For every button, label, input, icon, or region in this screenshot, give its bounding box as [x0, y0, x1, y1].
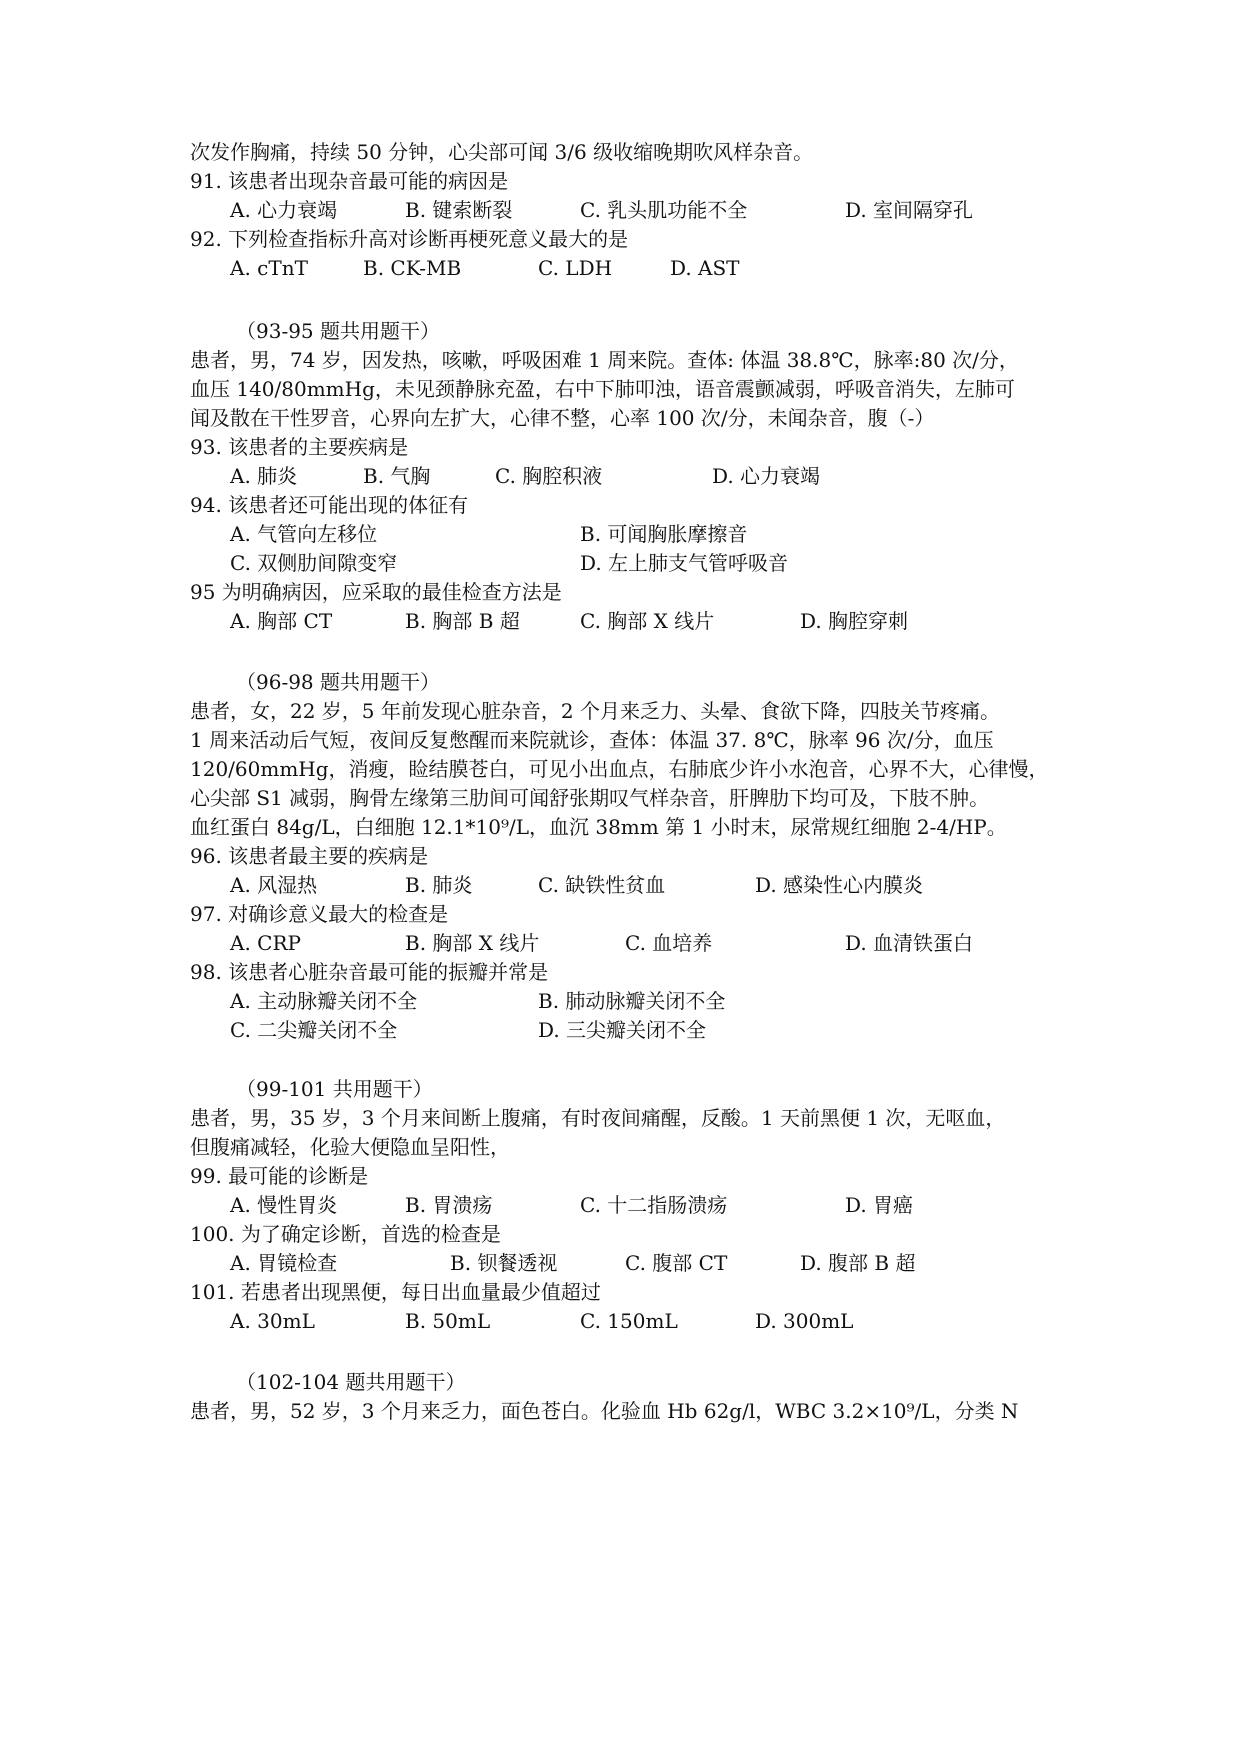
option-b: B. 肺炎 [405, 873, 473, 897]
option-d: D. 左上肺支气管呼吸音 [580, 551, 789, 575]
case-stem-line: 患者，男，74 岁，因发热，咳嗽，呼吸困难 1 周来院。查体: 体温 38.8℃，脉率:80 次/分， [190, 348, 1019, 372]
question-92: 92. 下列检查指标升高对诊断再梗死意义最大的是 [190, 227, 629, 251]
option-a: A. 主动脉瓣关闭不全 [230, 989, 418, 1013]
option-c: C. 腹部 CT [625, 1251, 728, 1275]
question-97: 97. 对确诊意义最大的检查是 [190, 902, 449, 926]
question-96: 96. 该患者最主要的疾病是 [190, 844, 429, 868]
case-stem-line: 血红蛋白 84g/L，白细胞 12.1*10⁹/L，血沉 38mm 第 1 小时末，尿常规红细胞 2-4/HP。 [190, 815, 1007, 839]
option-a: A. 30mL [230, 1309, 315, 1333]
option-b: B. 胃溃疡 [405, 1193, 493, 1217]
option-d: D. AST [670, 256, 740, 280]
case-stem-line: 120/60mmHg，消瘦，睑结膜苍白，可见小出血点，右肺底少许小水泡音，心界不大，心律慢， [190, 757, 1049, 781]
question-94: 94. 该患者还可能出现的体征有 [190, 493, 469, 517]
option-b: B. 肺动脉瓣关闭不全 [538, 989, 726, 1013]
option-c: C. 双侧肋间隙变窄 [230, 551, 398, 575]
option-d: D. 三尖瓣关闭不全 [538, 1018, 707, 1042]
option-d: D. 腹部 B 超 [800, 1251, 916, 1275]
option-c: C. 胸腔积液 [495, 464, 603, 488]
question-95: 95 为明确病因，应采取的最佳检查方法是 [190, 580, 562, 604]
option-d: D. 血清铁蛋白 [845, 931, 974, 955]
stem-continuation: 次发作胸痛，持续 50 分钟，心尖部可闻 3/6 级收缩晚期吹风样杂音。 [190, 140, 814, 164]
option-b: B. 50mL [405, 1309, 491, 1333]
question-99: 99. 最可能的诊断是 [190, 1164, 369, 1188]
option-b: B. CK-MB [363, 256, 462, 280]
option-c: C. 二尖瓣关闭不全 [230, 1018, 398, 1042]
question-100: 100. 为了确定诊断，首选的检查是 [190, 1222, 501, 1246]
case-stem-line: 患者，男，35 岁，3 个月来间断上腹痛，有时夜间痛醒，反酸。1 天前黑便 1 次，无呕血， [190, 1106, 1006, 1130]
option-a: A. 心力衰竭 [230, 198, 338, 222]
option-c: C. 胸部 X 线片 [580, 609, 715, 633]
option-a: A. 慢性胃炎 [230, 1193, 338, 1217]
option-c: C. 缺铁性贫血 [538, 873, 666, 897]
option-d: D. 胸腔穿刺 [800, 609, 909, 633]
case-stem-line: 闻及散在干性罗音，心界向左扩大，心律不整，心率 100 次/分，未闻杂音，腹（-） [190, 406, 935, 430]
group-header-93-95: （93-95 题共用题干） [236, 319, 441, 343]
option-b: B. 可闻胸胀摩擦音 [580, 522, 748, 546]
question-101: 101. 若患者出现黑便，每日出血量最少值超过 [190, 1280, 601, 1304]
option-c: C. 血培养 [625, 931, 713, 955]
option-c: C. 十二指肠溃疡 [580, 1193, 728, 1217]
group-header-102-104: （102-104 题共用题干） [236, 1370, 466, 1394]
option-b: B. 胸部 B 超 [405, 609, 520, 633]
option-d: D. 心力衰竭 [712, 464, 821, 488]
option-a: A. 风湿热 [230, 873, 318, 897]
case-stem-line: 1 周来活动后气短，夜间反复憋醒而来院就诊，查体：体温 37. 8℃，脉率 96 次/分，血压 [190, 728, 994, 752]
group-header-96-98: （96-98 题共用题干） [236, 670, 441, 694]
option-b: B. 气胸 [363, 464, 431, 488]
case-stem-line: 但腹痛减轻，化验大便隐血呈阳性， [190, 1135, 510, 1159]
case-stem-line: 患者，男，52 岁，3 个月来乏力，面色苍白。化验血 Hb 62g/l，WBC 3.2×10⁹/L，分类 N [190, 1399, 1019, 1423]
option-c: C. 150mL [580, 1309, 678, 1333]
option-c: C. 乳头肌功能不全 [580, 198, 748, 222]
option-b: B. 键索断裂 [405, 198, 513, 222]
option-b: B. 胸部 X 线片 [405, 931, 540, 955]
option-a: A. cTnT [230, 256, 308, 280]
option-b: B. 钡餐透视 [450, 1251, 558, 1275]
option-a: A. CRP [230, 931, 301, 955]
question-91: 91. 该患者出现杂音最可能的病因是 [190, 169, 509, 193]
option-d: D. 感染性心内膜炎 [755, 873, 924, 897]
case-stem-line: 血压 140/80mmHg，未见颈静脉充盈，右中下肺叩浊，语音震颤减弱，呼吸音消失，左肺可 [190, 377, 1015, 401]
option-c: C. LDH [538, 256, 613, 280]
option-d: D. 300mL [755, 1309, 854, 1333]
option-a: A. 胃镜检查 [230, 1251, 338, 1275]
option-d: D. 胃癌 [845, 1193, 914, 1217]
group-header-99-101: （99-101 共用题干） [236, 1077, 433, 1101]
option-d: D. 室间隔穿孔 [845, 198, 974, 222]
question-98: 98. 该患者心脏杂音最可能的振瓣并常是 [190, 960, 549, 984]
case-stem-line: 患者，女，22 岁，5 年前发现心脏杂音，2 个月来乏力、头晕、食欲下降，四肢关节疼痛。 [190, 699, 1000, 723]
question-93: 93. 该患者的主要疾病是 [190, 435, 409, 459]
option-a: A. 气管向左移位 [230, 522, 378, 546]
option-a: A. 胸部 CT [230, 609, 333, 633]
case-stem-line: 心尖部 S1 减弱，胸骨左缘第三肋间可闻舒张期叹气样杂音，肝脾肋下均可及，下肢不肿。 [190, 786, 990, 810]
option-a: A. 肺炎 [230, 464, 298, 488]
